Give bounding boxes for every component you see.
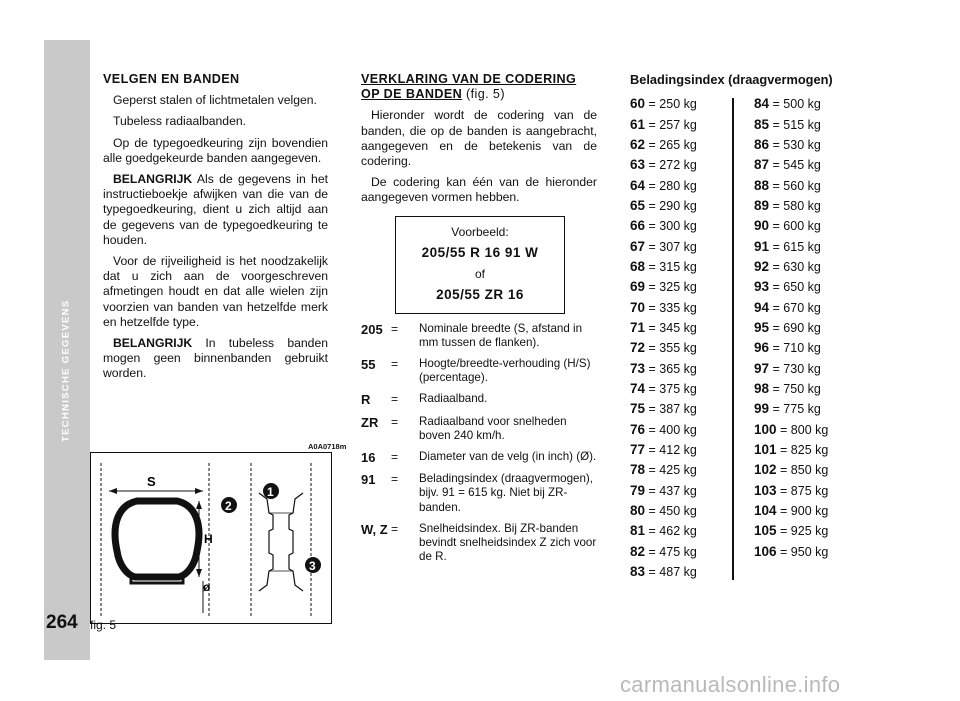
load-index-number: 105	[754, 523, 777, 539]
load-index-row	[630, 259, 730, 279]
load-index-row	[630, 178, 730, 198]
load-index-value: = 800 kg	[780, 422, 829, 437]
load-index-number: 96	[754, 340, 770, 356]
load-index-value: = 530 kg	[772, 137, 821, 152]
code-description: Nominale breedte (S, afstand in mm tussen de flanken).	[419, 321, 583, 349]
load-index-row	[630, 361, 730, 381]
load-index-value: = 710 kg	[772, 341, 821, 356]
code-row	[361, 522, 597, 565]
column-divider	[732, 98, 734, 580]
load-index-value: = 900 kg	[780, 504, 829, 519]
load-index-value: = 487 kg	[648, 565, 697, 580]
load-index-value: = 670 kg	[772, 300, 821, 315]
load-index-number: 94	[754, 299, 770, 315]
load-index-number: 91	[754, 238, 770, 254]
heading-tyre-coding: VERKLARING VAN DE CODERING OP DE BANDEN (fig. 5)	[361, 72, 577, 102]
paragraph: Geperst stalen of lichtmetalen velgen.	[113, 93, 317, 108]
load-index-number: 89	[754, 197, 770, 213]
load-index-row	[754, 320, 864, 340]
code-key: 16	[361, 450, 376, 466]
load-index-number: 64	[630, 177, 646, 193]
load-index-number: 72	[630, 340, 646, 356]
paragraph: Tubeless radiaalbanden.	[113, 114, 247, 129]
code-description: Hoogte/breedte-verhouding (H/S) (percentage).	[419, 357, 591, 385]
load-index-row	[754, 544, 864, 564]
load-index-number: 71	[630, 319, 646, 335]
load-index-row	[754, 279, 864, 299]
callout-2	[221, 497, 237, 513]
load-index-number: 62	[630, 136, 646, 152]
load-index-number: 69	[630, 279, 646, 295]
code-equals: =	[391, 521, 399, 536]
watermark: carmanualsonline.info	[620, 672, 841, 697]
example-or: of	[474, 266, 485, 281]
load-index-number: 65	[630, 197, 646, 213]
page-number: 264	[46, 612, 78, 633]
load-index-row	[754, 442, 864, 462]
svg-text:1: 1	[267, 485, 274, 499]
load-index-value: = 515 kg	[772, 117, 821, 132]
load-index-row	[754, 340, 864, 360]
load-index-row	[754, 381, 864, 401]
load-index-value: = 412 kg	[648, 443, 697, 458]
important-paragraph: BELANGRIJK In tubeless banden mogen geen binnenbanden gebruikt worden.	[103, 336, 328, 381]
code-description: Radiaalband.	[419, 392, 488, 406]
load-index-row	[630, 462, 730, 482]
load-index-number: 70	[630, 299, 646, 315]
code-key: 91	[361, 472, 376, 488]
callout-3	[305, 557, 321, 573]
load-index-row	[630, 381, 730, 401]
code-equals: =	[391, 392, 399, 407]
code-key: ZR	[361, 414, 379, 430]
load-index-row	[630, 96, 730, 116]
load-index-row	[754, 503, 864, 523]
load-index-value: = 257 kg	[648, 117, 697, 132]
load-index-value: = 365 kg	[648, 361, 697, 376]
label-s: S	[147, 474, 156, 489]
load-index-row	[630, 137, 730, 157]
load-index-row	[630, 564, 730, 584]
code-key: W, Z	[361, 521, 388, 537]
load-index-value: = 280 kg	[648, 178, 697, 193]
code-row	[361, 415, 597, 443]
load-index-value: = 345 kg	[648, 320, 697, 335]
load-index-value: = 462 kg	[648, 524, 697, 539]
code-row	[361, 392, 597, 407]
load-index-number: 93	[754, 279, 770, 295]
column-tyre-coding	[361, 72, 597, 571]
load-index-number: 68	[630, 258, 646, 274]
load-index-value: = 450 kg	[648, 504, 697, 519]
important-label: BELANGRIJK	[113, 172, 193, 187]
example-code-1: 205/55 R 16 91 W	[421, 244, 539, 260]
load-index-value: = 387 kg	[648, 402, 697, 417]
load-index-row	[754, 483, 864, 503]
label-h: H	[204, 532, 213, 546]
load-index-row	[630, 279, 730, 299]
load-index-value: = 850 kg	[780, 463, 829, 478]
load-index-value: = 265 kg	[648, 137, 697, 152]
code-description: Radiaalband voor snelheden boven 240 km/h.	[419, 414, 567, 442]
load-index-number: 82	[630, 543, 646, 559]
load-index-number: 103	[754, 482, 777, 498]
code-equals: =	[391, 450, 399, 465]
figure-caption: fig. 5	[90, 618, 117, 632]
example-code-2: 205/55 ZR 16	[436, 286, 524, 302]
load-index-number: 67	[630, 238, 646, 254]
load-index-value: = 300 kg	[648, 219, 697, 234]
load-index-value: = 750 kg	[772, 382, 821, 397]
tyre-diagram	[90, 452, 332, 624]
load-index-row	[630, 442, 730, 462]
load-index-row	[630, 483, 730, 503]
code-equals: =	[391, 414, 399, 429]
code-key: 205	[361, 321, 383, 337]
load-index-heading: Beladingsindex (draagvermogen)	[630, 72, 833, 87]
load-index-number: 85	[754, 116, 770, 132]
load-index-row	[754, 523, 864, 543]
code-equals: =	[391, 357, 399, 372]
load-index-value: = 325 kg	[648, 280, 697, 295]
load-index-value: = 437 kg	[648, 483, 697, 498]
load-index-number: 98	[754, 381, 770, 397]
load-index-row	[754, 137, 864, 157]
load-index-value: = 580 kg	[772, 198, 821, 213]
code-description: Beladingsindex (draagvermogen), bijv. 91 = 615 kg. Niet bij ZR-banden.	[419, 472, 594, 514]
paragraph: Op de typegoedkeuring zijn bovendien alle goedgekeurde banden aangegeven.	[103, 135, 328, 165]
load-index-value: = 775 kg	[772, 402, 821, 417]
load-index-value: = 825 kg	[780, 443, 829, 458]
code-row	[361, 472, 597, 515]
load-index-number: 83	[630, 564, 646, 580]
load-index-row	[754, 96, 864, 116]
load-index-value: = 950 kg	[780, 544, 829, 559]
code-list	[361, 322, 597, 565]
load-index-number: 75	[630, 401, 646, 417]
load-index-value: = 600 kg	[772, 219, 821, 234]
load-index-value: = 355 kg	[648, 341, 697, 356]
load-index-value: = 730 kg	[772, 361, 821, 376]
load-index-row	[630, 218, 730, 238]
callout-1	[263, 483, 279, 499]
svg-text:2: 2	[225, 499, 232, 513]
load-index-number: 73	[630, 360, 646, 376]
load-index-column-right	[754, 96, 864, 564]
load-index-value: = 630 kg	[772, 259, 821, 274]
load-index-row	[630, 320, 730, 340]
load-index-value: = 290 kg	[648, 198, 697, 213]
code-equals: =	[391, 321, 399, 336]
load-index-number: 97	[754, 360, 770, 376]
load-index-value: = 315 kg	[648, 259, 697, 274]
load-index-row	[754, 361, 864, 381]
tyre-cross-section-illustration	[91, 453, 331, 623]
load-index-number: 86	[754, 136, 770, 152]
load-index-number: 101	[754, 442, 777, 458]
load-index-number: 106	[754, 543, 777, 559]
load-index-row	[630, 239, 730, 259]
load-index-number: 92	[754, 258, 770, 274]
load-index-number: 99	[754, 401, 770, 417]
load-index-value: = 375 kg	[648, 382, 697, 397]
load-index-number: 102	[754, 462, 777, 478]
load-index-value: = 925 kg	[780, 524, 829, 539]
load-index-row	[630, 157, 730, 177]
figure-code: A0A0718m	[308, 442, 347, 451]
section-title-vertical: TECHNISCHE GEGEVENS	[60, 299, 72, 442]
example-label: Voorbeeld:	[451, 224, 509, 239]
load-index-value: = 615 kg	[772, 239, 821, 254]
load-index-value: = 307 kg	[648, 239, 697, 254]
load-index-number: 79	[630, 482, 646, 498]
load-index-value: = 690 kg	[772, 320, 821, 335]
load-index-row	[754, 239, 864, 259]
column-load-index	[630, 72, 870, 580]
important-label: BELANGRIJK	[113, 336, 193, 351]
label-diameter: ø	[203, 580, 211, 594]
code-row	[361, 322, 597, 350]
load-index-number: 77	[630, 442, 646, 458]
load-index-number: 78	[630, 462, 646, 478]
load-index-row	[754, 422, 864, 442]
heading-rims-tyres: VELGEN EN BANDEN	[103, 72, 240, 86]
load-index-value: = 545 kg	[772, 158, 821, 173]
column-rims-tyres	[103, 72, 328, 388]
load-index-number: 76	[630, 421, 646, 437]
load-index-row	[754, 157, 864, 177]
load-index-row	[630, 544, 730, 564]
load-index-value: = 650 kg	[772, 280, 821, 295]
load-index-row	[754, 300, 864, 320]
load-index-row	[754, 117, 864, 137]
load-index-row	[754, 259, 864, 279]
code-description: Snelheidsindex. Bij ZR-banden bevindt snelheidsindex Z zich voor de R.	[419, 521, 597, 564]
load-index-row	[630, 503, 730, 523]
load-index-value: = 875 kg	[780, 483, 829, 498]
load-index-row	[630, 198, 730, 218]
load-index-number: 87	[754, 157, 770, 173]
code-row	[361, 357, 597, 385]
code-row	[361, 450, 597, 465]
load-index-row	[630, 523, 730, 543]
load-index-value: = 475 kg	[648, 544, 697, 559]
load-index-value: = 400 kg	[648, 422, 697, 437]
load-index-number: 60	[630, 96, 646, 112]
load-index-number: 90	[754, 218, 770, 234]
paragraph: Hieronder wordt de codering van de banden, die op de banden is aangebracht, aangegeven en de betekenis van de codering.	[361, 108, 597, 169]
load-index-number: 88	[754, 177, 770, 193]
load-index-number: 61	[630, 116, 646, 132]
load-index-row	[630, 401, 730, 421]
load-index-number: 63	[630, 157, 646, 173]
load-index-number: 104	[754, 503, 777, 519]
load-index-value: = 335 kg	[648, 300, 697, 315]
load-index-number: 95	[754, 319, 770, 335]
load-index-number: 81	[630, 523, 646, 539]
load-index-value: = 250 kg	[648, 97, 697, 112]
load-index-number: 66	[630, 218, 646, 234]
load-index-value: = 272 kg	[648, 158, 697, 173]
load-index-value: = 500 kg	[772, 97, 821, 112]
code-equals: =	[391, 472, 399, 487]
svg-text:3: 3	[309, 559, 316, 573]
load-index-row	[754, 462, 864, 482]
load-index-row	[630, 340, 730, 360]
load-index-row	[754, 401, 864, 421]
load-index-number: 100	[754, 421, 777, 437]
load-index-number: 84	[754, 96, 770, 112]
load-index-row	[630, 422, 730, 442]
load-index-number: 74	[630, 381, 646, 397]
load-index-row	[754, 178, 864, 198]
code-description: Diameter van de velg (in inch) (Ø).	[419, 450, 597, 464]
load-index-column-left	[630, 96, 730, 584]
load-index-row	[754, 198, 864, 218]
code-key: 55	[361, 357, 376, 373]
paragraph: Voor de rijveiligheid is het noodzakelijk dat u zich aan de voorgeschreven afmetingen houdt en dat alle wielen zijn voorzien van banden van hetzelfde merk en hetzelfde type.	[103, 254, 328, 329]
load-index-value: = 560 kg	[772, 178, 821, 193]
load-index-row	[630, 117, 730, 137]
important-paragraph: BELANGRIJK Als de gegevens in het instructieboekje afwijken van die van de typegoedkeuring, dient u zich altijd aan de gegevens van de typegoedkeuring te houden.	[103, 172, 328, 247]
load-index-value: = 425 kg	[648, 463, 697, 478]
paragraph: De codering kan één van de hieronder aangegeven vormen hebben.	[361, 175, 597, 205]
load-index-row	[754, 218, 864, 238]
load-index-row	[630, 300, 730, 320]
example-box	[395, 216, 565, 314]
load-index-number: 80	[630, 503, 646, 519]
code-key: R	[361, 392, 371, 408]
